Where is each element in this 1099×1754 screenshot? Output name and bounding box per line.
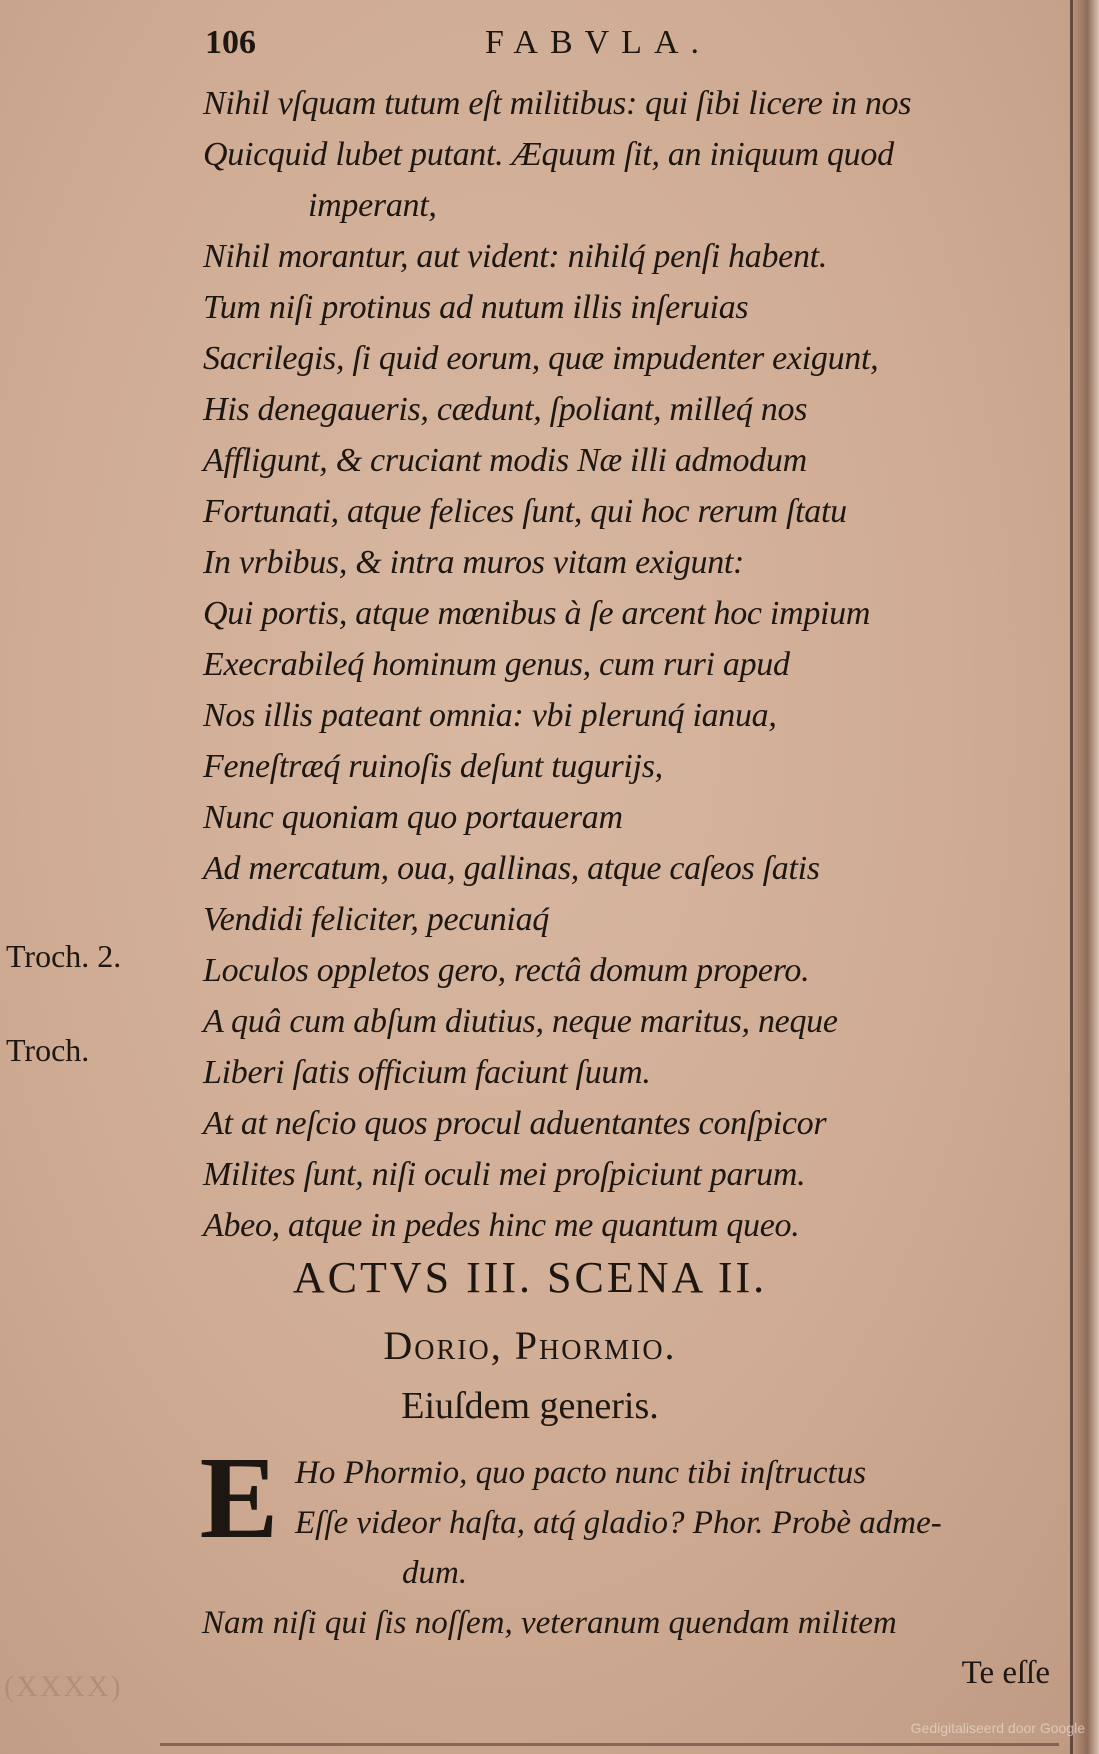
verse-line: Execrabileq́ hominum genus, cum ruri apud: [203, 646, 790, 683]
verse-line: Nihil vſquam tutum eſt militibus: qui ſibi licere in nos: [203, 85, 912, 122]
digitization-watermark: Gedigitaliseerd door Google: [910, 1720, 1085, 1736]
verse-text: [203, 78, 1073, 1251]
dramatis-personae: Dorio, Phormio.: [383, 1323, 677, 1368]
margin-note-meter: Troch. 2.: [6, 938, 122, 974]
verse-line: Liberi ſatis officium faciunt ſuum.: [203, 1054, 651, 1091]
verse-line: Vendidi feliciter, pecuniaq́: [203, 901, 549, 938]
verse-line: Quicquid lubet putant. Æquum ſit, an iniquum quod: [203, 136, 894, 173]
verse-line: imperant,: [308, 187, 437, 224]
running-head: FABVLA.: [485, 24, 711, 61]
page-bottom-edge: [160, 1743, 1059, 1746]
dialogue-line: dum.: [402, 1555, 468, 1591]
verse-line: Sacrilegis, ſi quid eorum, quæ impudenter exigunt,: [203, 340, 879, 377]
catchword: Te eſſe: [961, 1655, 1050, 1691]
margin-note-meter: Troch.: [6, 1032, 90, 1068]
verse-line: Loculos oppletos gero, rectâ domum propero.: [203, 952, 810, 989]
verse-line: Affligunt, & cruciant modis Næ illi admodum: [203, 442, 807, 479]
verse-line: Qui portis, atque mœnibus à ſe arcent hoc impium: [203, 595, 871, 632]
verse-line: Nos illis pateant omnia: vbi plerunq́ ianua,: [203, 697, 777, 734]
library-stamp: (XXXX): [4, 1670, 123, 1703]
verse-line: At at neſcio quos procul aduentantes conſpicor: [203, 1105, 827, 1142]
dialogue-line: Ho Phormio, quo pacto nunc tibi inſtructus: [295, 1455, 867, 1491]
dialogue-text: [202, 1448, 1072, 1698]
binding-gutter: [1073, 0, 1099, 1754]
verse-line: Ad mercatum, oua, gallinas, atque caſeos ſatis: [203, 850, 820, 887]
page-header: [205, 18, 825, 68]
drop-cap-initial: E: [199, 1432, 279, 1563]
dialogue-line: Nam niſi qui ſis noſſem, veteranum quendam militem: [202, 1605, 897, 1641]
verse-line: Feneſtræq́ ruinoſis deſunt tugurijs,: [203, 748, 663, 785]
verse-line: In vrbibus, & intra muros vitam exigunt:: [203, 544, 745, 581]
page-number: 106: [205, 24, 256, 61]
verse-line: His denegaueris, cædunt, ſpoliant, milleq́ nos: [203, 391, 808, 428]
act-scene-heading: ACTVS III. SCENA II.: [292, 1253, 768, 1302]
verse-line: Nihil morantur, aut vident: nihilq́ penſi habent.: [203, 238, 828, 275]
verse-line: A quâ cum abſum diutius, neque maritus, neque: [203, 1003, 838, 1040]
verse-line: Tum niſi protinus ad nutum illis inſeruias: [203, 289, 749, 326]
verse-line: Nunc quoniam quo portaueram: [203, 799, 623, 836]
meter-genre-note: Eiuſdem generis.: [401, 1385, 659, 1427]
verse-line: Milites ſunt, niſi oculi mei proſpiciunt parum.: [203, 1156, 806, 1193]
verse-line: Abeo, atque in pedes hinc me quantum queo.: [203, 1207, 800, 1244]
verse-line: Fortunati, atque felices ſunt, qui hoc rerum ſtatu: [203, 493, 847, 530]
dialogue-line: Eſſe videor haſta, atq́ gladio? Phor. Probè adme-: [295, 1505, 942, 1541]
